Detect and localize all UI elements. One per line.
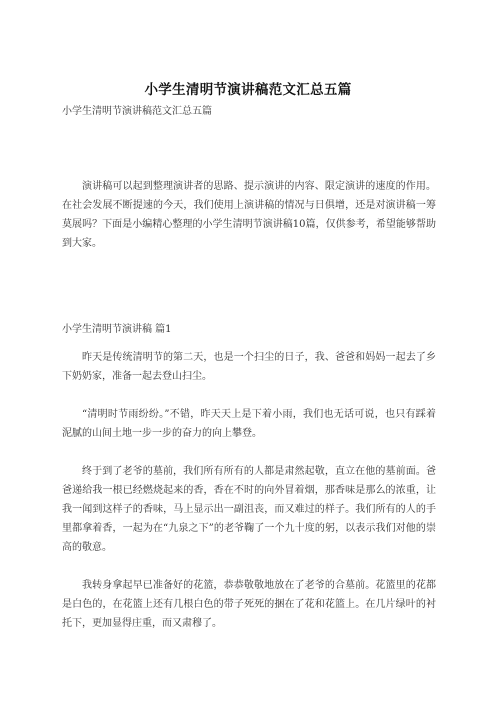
intro-paragraph: 演讲稿可以起到整理演讲者的思路、提示演讲的内容、限定演讲的速度的作用。在社会发展不断提速的今天，我们使用上演讲稿的情况与日俱增，还是对演讲稿一筹莫展吗？下面是小编精心整理的小学生清明节演讲稿10篇，仅供参考，希望能够帮助到大家。	[62, 181, 436, 249]
section-heading: 小学生清明节演讲稿 篇1	[62, 324, 172, 335]
body-paragraph: 昨天是传统清明节的第二天，也是一个扫尘的日子，我、爸爸和妈妈一起去了乡下奶奶家，准备一起去登山扫尘。	[62, 352, 436, 382]
document-subtitle: 小学生清明节演讲稿范文汇总五篇	[62, 106, 212, 117]
document-title: 小学生清明节演讲稿范文汇总五篇	[144, 82, 352, 98]
body-paragraph: 终于到了老爷的墓前，我们所有所有的人都是肃然起敬，直立在他的墓前面。爸爸递给我一根已经燃烧起来的香，香在不时的向外冒着烟，那香味是那么的浓重，让我一闻到这样子的香味，马上显示出一副沮丧，而又难过的样子。我们所有的人的手里都拿着香，一起为在“九泉之下”的老爷鞠了一个九十度的躬，以表示我们对他的崇高的敬意。	[62, 466, 436, 553]
body-paragraph: “清明时节雨纷纷。”不错，昨天天上是下着小雨，我们也无话可说，也只有踩着泥腻的山间土地一步一步的奋力的向上攀登。	[62, 409, 436, 439]
body-paragraph: 我转身拿起早已准备好的花篮，恭恭敬敬地放在了老爷的合墓前。花篮里的花都是白色的，在花篮上还有几根白色的带子死死的捆在了花和花篮上。在几片绿叶的衬托下，更加显得庄重，而又肃穆了。	[62, 580, 436, 629]
